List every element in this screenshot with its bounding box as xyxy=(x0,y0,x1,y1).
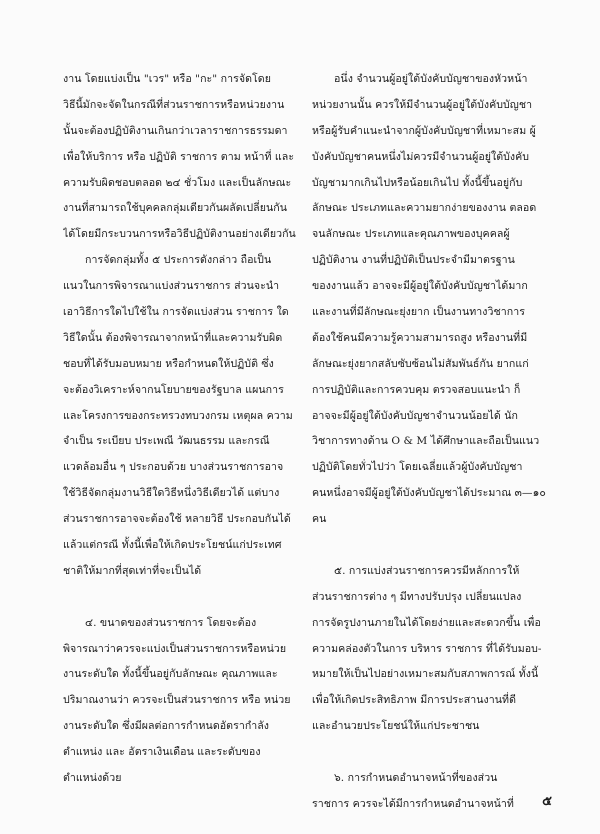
text-line: หน่วยงานนั้น ควรให้มีจำนวนผู้อยู่ใต้บังคับบัญชา xyxy=(312,98,533,111)
text-line: จำเป็น ระเบียบ ประเพณี วัฒนธรรม และกรณี xyxy=(63,435,270,448)
text-line: นั้นจะต้องปฏิบัติงานเกินกว่าเวลาราชการธรรมดา xyxy=(63,124,288,137)
text-line: ปริมาณงานว่า ควรจะเป็นส่วนราชการ หรือ หน่วย xyxy=(63,694,291,707)
text-line: ลักษณะยุ่งยากสลับซับซ้อนไม่สัมพันธ์กัน ยากแก่ xyxy=(312,357,529,370)
left-column xyxy=(63,67,311,792)
right-column xyxy=(312,67,554,818)
text-line: วิธีนี้มักจะจัดในกรณีที่ส่วนราชการหรือหน่วยงาน xyxy=(63,98,285,111)
text-line: ชอบที่ได้รับมอบหมาย หรือกำหนดให้ปฏิบัติ ซึ่ง xyxy=(63,357,274,370)
text-line: คน xyxy=(312,513,327,526)
text-line: จนลักษณะ ประเภทและคุณภาพของบุคคลผู้ xyxy=(312,228,510,241)
text-line: ตำแหน่ง และ อัตราเงินเดือน และระดับของ xyxy=(63,746,261,759)
text-line: ชาติให้มากที่สุดเท่าที่จะเป็นได้ xyxy=(63,564,202,577)
text-line: ความรับผิดชอบตลอด ๒๔ ชั่วโมง และเป็นลักษณะ xyxy=(63,176,292,189)
text-line: ๖. การกำหนดอำนาจหน้าที่ของส่วน xyxy=(334,772,498,785)
text-line xyxy=(312,740,554,766)
text-line: หรือผู้รับคำแนะนำจากผู้บังคับบัญชาที่เหมาะสม ผู้ xyxy=(312,124,536,137)
text-line: งานระดับใด ซึ่งมีผลต่อการกำหนดอัตรากำลัง xyxy=(63,720,270,733)
text-line: การจัดรูปงานภายในได้โดยง่ายและสะดวกขึ้น เพื่อ xyxy=(312,616,541,629)
text-line: บังคับบัญชาคนหนึ่งไม่ควรมีจำนวนผู้อยู่ใต้บังคับ xyxy=(312,150,530,163)
text-line: ๕. การแบ่งส่วนราชการควรมีหลักการให้ xyxy=(334,564,520,577)
text-line: แนวในการพิจารณาแบ่งส่วนราชการ ส่วนจะนำ xyxy=(63,280,280,293)
text-line: ราชการ ควรจะได้มีการกำหนดอำนาจหน้าที่ xyxy=(312,797,514,810)
text-line: พิจารณาว่าควรจะแบ่งเป็นส่วนราชการหรือหน่วย xyxy=(63,642,287,655)
text-line: และโครงการของกระทรวงทบวงกรม เหตุผล ความ xyxy=(63,409,293,422)
text-line: ได้โดยมีกระบวนการหรือวิธีปฏิบัติงานอย่างเดียวกัน xyxy=(63,228,296,241)
text-line: คนหนึ่งอาจมีผู้อยู่ใต้บังคับบัญชาได้ประมาณ ๓—๑๐ xyxy=(312,487,546,500)
text-line: ใช้วิธีจัดกลุ่มงานวิธีใดวิธีหนึ่งวิธีเดียวได้ แต่บาง xyxy=(63,487,280,500)
text-line: และงานที่มีลักษณะยุ่งยาก เป็นงานทางวิชาการ xyxy=(312,306,525,319)
text-line: จะต้องวิเคราะห์จากนโยบายของรัฐบาล แผนการ xyxy=(63,383,284,396)
text-line: แวดล้อมอื่น ๆ ประกอบด้วย บางส่วนราชการอาจ xyxy=(63,461,284,474)
text-line: ความคล่องตัวในการ บริหาร ราชการ ที่ได้รับมอบ- xyxy=(312,642,542,655)
text-line: บัญชามากเกินไปหรือน้อยเกินไป ทั้งนี้ขึ้นอยู่กับ xyxy=(312,176,523,189)
text-line: ส่วนราชการต่าง ๆ มีทางปรับปรุง เปลี่ยนแปลง xyxy=(312,590,522,603)
text-line: งาน โดยแบ่งเป็น "เวร" หรือ "กะ" การจัดโดย xyxy=(63,73,271,85)
text-line: งานระดับใด ทั้งนี้ขึ้นอยู่กับลักษณะ คุณภาพและ xyxy=(63,668,278,681)
text-line: ปฏิบัติโดยทั่วไปว่า โดยเฉลี่ยแล้วผู้บังคับบัญชา xyxy=(312,461,523,474)
text-line: วิธีใดนั้น ต้องพิจารณาจากหน้าที่และความรับผิด xyxy=(63,331,283,344)
text-line: ส่วนราชการอาจจะต้องใช้ หลายวิธี ประกอบกันได้ xyxy=(63,513,291,526)
text-line: ลักษณะ ประเภทและความยากง่ายของงาน ตลอด xyxy=(312,202,537,215)
text-line: และอำนวยประโยชน์ให้แก่ประชาชน xyxy=(312,720,480,733)
text-line: งานที่สามารถใช้บุคคลกลุ่มเดียวกันผลัดเปลี่ยนกัน xyxy=(63,202,288,215)
text-line: ๔. ขนาดของส่วนราชการ โดยจะต้อง xyxy=(85,616,257,629)
text-line: เพื่อให้บริการ หรือ ปฏิบัติ ราชการ ตาม หน้าที่ และ xyxy=(63,150,295,163)
text-line: อนึ่ง จำนวนผู้อยู่ใต้บังคับบัญชาของหัวหน้า xyxy=(334,73,528,85)
text-line: วิชาการทางด้าน O & M ได้ศึกษาและถือเป็นแนว xyxy=(312,435,540,448)
text-line xyxy=(312,533,554,559)
text-line: เพื่อให้เกิดประสิทธิภาพ มีการประสานงานที่ดี xyxy=(312,694,517,707)
page-number: ๕ xyxy=(542,794,552,809)
text-line: อาจจะมีผู้อยู่ใต้บังคับบัญชาจำนวนน้อยได้ นัก xyxy=(312,409,519,422)
text-line: ปฏิบัติงาน งานที่ปฏิบัติเป็นประจำมีมาตรฐาน xyxy=(312,254,515,267)
text-line: ตำแหน่งด้วย xyxy=(63,772,122,785)
text-line xyxy=(63,585,311,611)
text-line: ของงานแล้ว อาจจะมีผู้อยู่ใต้บังคับบัญชาได้มาก xyxy=(312,280,528,293)
text-line: ต้องใช้คนมีความรู้ความสามารถสูง หรืองานที่มี xyxy=(312,331,528,344)
text-line: การจัดกลุ่มทั้ง ๕ ประการดังกล่าว ถือเป็น xyxy=(85,254,272,267)
text-line: หมายให้เป็นไปอย่างเหมาะสมกับสภาพการณ์ ทั้งนี้ xyxy=(312,668,539,681)
text-line: การปฏิบัติและการควบคุม ตรวจสอบแนะนำ ก็ xyxy=(312,383,521,396)
text-line: แล้วแต่กรณี ทั้งนี้เพื่อให้เกิดประโยชน์แก่ประเทศ xyxy=(63,539,282,552)
text-line: เอาวิธีการใดไปใช้ใน การจัดแบ่งส่วน ราชการ ใด xyxy=(63,306,289,319)
